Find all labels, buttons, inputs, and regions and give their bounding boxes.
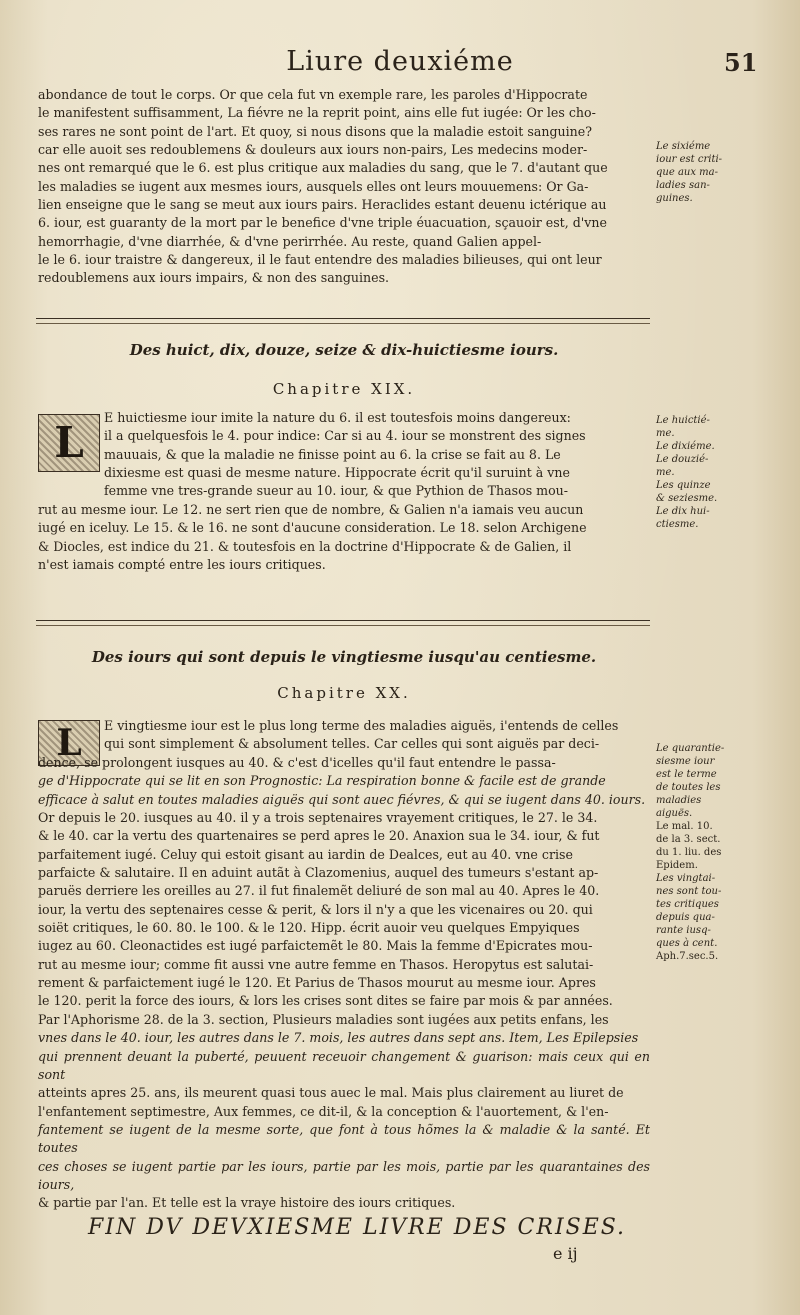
text-line: rut au mesme iour. Le 12. ne sert rien que de nombre, & Galien n'a iamais veu aucun	[38, 502, 584, 517]
text-line: ses rares ne sont point de l'art. Et quoy, si nous disons que la maladie estoit sanguine?	[38, 123, 592, 139]
margin-line: que aux ma-	[656, 167, 718, 178]
chapter19-indented-text	[104, 409, 650, 501]
margin-line: Le huictié-	[656, 415, 710, 426]
margin-line: iour est criti-	[656, 154, 723, 165]
margin-line: Le mal. 10.	[656, 821, 713, 832]
margin-line: tes critiques	[656, 899, 719, 910]
text-line: & partie par l'an. Et telle est la vraye histoire des iours critiques.	[38, 1195, 456, 1211]
margin-line: nes sont tou-	[656, 886, 722, 897]
margin-line: me.	[656, 467, 675, 478]
text-line: le le 6. iour traistre & dangereux, il le faut entendre des maladies bilieuses, qui ont leur	[38, 252, 602, 268]
signature-mark: e ij	[553, 1244, 578, 1263]
text-line: Or depuis le 20. iusques au 40. il y a trois septenaires vrayement critiques, le 27. le 34.	[38, 810, 598, 826]
margin-line: rante iusq-	[656, 925, 711, 936]
text-line: rut au mesme iour; comme fit aussi vne autre femme en Thasos. Heropytus est salutai-	[38, 956, 594, 972]
running-title: Liure deuxiéme	[286, 46, 514, 77]
text-line: iugé en iceluy. Le 15. & le 16. ne sont d'aucune consideration. Le 18. selon Archigene	[38, 520, 587, 536]
chapter19-drop-cap	[38, 414, 100, 472]
text-line: parfaitement iugé. Celuy qui estoit gisant au iardin de Dealces, eut au 40. vne crise	[38, 846, 573, 862]
text-line: rement & parfaictement iugé le 120. Et Parius de Thasos mourut au mesme iour. Apres	[38, 975, 596, 991]
chapter19-text	[38, 501, 650, 574]
margin-line: Les quinze	[656, 480, 711, 491]
margin-line: Le sixiéme	[656, 141, 711, 152]
chapter19-margin-notes	[656, 414, 764, 531]
margin-line: ladies san-	[656, 180, 710, 191]
text-line: le 120. perit la force des iours, & lors les crises sont dites se faire par mois & par années.	[38, 993, 613, 1009]
chapter19-section-title: Des huict, dix, douze, seize & dix-huictiesme iours.	[129, 341, 559, 359]
text-line: dixiesme est quasi de mesme nature. Hippocrate écrit qu'il suruint à vne	[104, 465, 570, 481]
section-divider	[36, 323, 650, 324]
section1-text	[38, 86, 650, 288]
chapter19-label: Chapitre XIX.	[272, 380, 416, 398]
chapter20-indented-text	[104, 717, 650, 754]
text-line: & Diocles, est indice du 21. & toutesfois en la doctrine d'Hippocrate & de Galien, il	[38, 538, 572, 554]
section-divider	[36, 620, 650, 621]
text-line: car elle auoit ses redoublemens & douleurs aux iours non-pairs, Les medecins moder-	[38, 142, 588, 158]
text-line: E huictiesme iour imite la nature du 6. il est toutesfois moins dangereux:	[104, 410, 571, 425]
text-line: l'enfantement septimestre, Aux femmes, ce dit-il, & la conception & l'auortement, & l'en-	[38, 1103, 609, 1119]
text-line: E vingtiesme iour est le plus long terme des maladies aiguës, i'entends de celles	[104, 718, 619, 733]
folio-number: 51	[724, 48, 758, 77]
text-line: atteints apres 25. ans, ils meurent quasi tous auec le mal. Mais plus clairement au liuret de	[38, 1085, 624, 1101]
text-line: lien enseigne que le sang se meut aux iours pairs. Heraclides estant deuenu ictérique au	[38, 197, 607, 213]
margin-line: est le terme	[656, 769, 717, 780]
text-line: redoublemens aux iours impairs, & non des sanguines.	[38, 270, 390, 286]
margin-line: de toutes les	[656, 782, 721, 793]
text-line: les maladies se iugent aux mesmes iours, ausquels elles ont leurs mouuemens: Or Ga-	[38, 178, 589, 194]
text-line: & le 40. car la vertu des quartenaires se perd apres le 20. Anaxion sua le 34. iour, & fut	[38, 828, 600, 844]
margin-line: depuis qua-	[656, 912, 715, 923]
text-line: parfaicte & salutaire. Il en aduint autãt à Clazomenius, auquel des tumeurs s'estant ap-	[38, 865, 599, 881]
text-line: paruës derriere les oreilles au 27. il fut finalemẽt deliuré de son mal au 40. Apres le 40.	[38, 883, 600, 899]
text-line: iugez au 60. Cleonactides est iugé parfaictemẽt le 80. Mais la femme d'Epicrates mou-	[38, 938, 593, 954]
margin-line: ques à cent.	[656, 938, 718, 949]
drop-cap-letter: L	[54, 418, 84, 467]
text-line: n'est iamais compté entre les iours critiques.	[38, 557, 326, 573]
chapter20-margin-notes	[656, 742, 764, 963]
section-divider	[36, 318, 650, 319]
text-line: mauuais, & que la maladie ne finisse point au 6. la crise se fait au 8. Le	[104, 446, 561, 462]
text-line: hemorrhagie, d'vne diarrhée, & d'vne perirrhée. Au reste, quand Galien appel-	[38, 233, 542, 249]
text-line: ge d'Hippocrate qui se lit en son Prognostic: La respiration bonne & facile est de grande	[38, 773, 606, 789]
text-line: qui prennent deuant la puberté, peuuent receuoir changement & guarison: mais ceux qui en sont	[38, 1048, 650, 1082]
margin-line: Les vingtai-	[656, 873, 716, 884]
section-divider	[36, 625, 650, 626]
margin-line: siesme iour	[656, 756, 715, 767]
text-line: abondance de tout le corps. Or que cela fut vn exemple rare, les paroles d'Hippocrate	[38, 87, 588, 102]
text-line: femme vne tres-grande sueur au 10. iour, & que Pythion de Thasos mou-	[104, 483, 569, 499]
margin-line: aiguës.	[656, 808, 693, 819]
margin-line: du 1. liu. des	[656, 847, 722, 858]
text-line: qui sont simplement & absolument telles. Car celles qui sont aiguës par deci-	[104, 736, 600, 752]
chapter20-label: Chapitre XX.	[277, 684, 411, 702]
text-line: soiët critiques, le 60. 80. le 100. & le 120. Hipp. écrit auoir veu quelques Empyiques	[38, 920, 580, 936]
margin-line: Le douzié-	[656, 454, 709, 465]
text-line: efficace à salut en toutes maladies aiguës qui sont auec fiévres, & qui se iugent dans 40. iours.	[38, 791, 646, 807]
margin-line: Aph.7.sec.5.	[656, 951, 719, 962]
text-line: vnes dans le 40. iour, les autres dans le 7. mois, les autres dans sept ans. Item, Les Epilepsies	[38, 1030, 639, 1046]
margin-line: me.	[656, 428, 675, 439]
text-line: Par l'Aphorisme 28. de la 3. section, Plusieurs maladies sont iugées aux petits enfans, les	[38, 1011, 609, 1027]
margin-line: Le quarantie-	[656, 743, 725, 754]
text-line: ces choses se iugent partie par les iours, partie par les mois, partie par les quarantaines des iours,	[38, 1158, 650, 1192]
chapter20-text	[38, 754, 650, 1213]
margin-line: guines.	[656, 193, 693, 204]
text-line: il a quelquesfois le 4. pour indice: Car si au 4. iour se monstrent des signes	[104, 428, 586, 444]
text-line: le manifestent suffisamment, La fiévre ne la reprit point, ains elle fut iugée: Or les cho-	[38, 105, 596, 121]
margin-line: Epidem.	[656, 860, 698, 871]
margin-line: de la 3. sect.	[656, 834, 721, 845]
text-line: iour, la vertu des septenaires cesse & perit, & lors il n'y a que les vicenaires ou 20. qui	[38, 901, 593, 917]
text-line: 6. iour, est guaranty de la mort par le benefice d'vne triple éuacuation, sçauoir est, d'vne	[38, 215, 607, 231]
margin-line: ctiesme.	[656, 519, 699, 530]
text-line: fantement se iugent de la mesme sorte, que font à tous hõmes la & maladie & la santé. Et toutes	[38, 1121, 650, 1156]
drop-cap-letter: L	[56, 722, 82, 764]
book-end-title: FIN DV DEVXIESME LIVRE DES CRISES.	[88, 1215, 627, 1240]
margin-line: Le dixiéme.	[656, 441, 715, 452]
margin-line: Le dix hui-	[656, 506, 710, 517]
text-line: nes ont remarqué que le 6. est plus critique aux maladies du sang, que le 7. d'autant que	[38, 160, 608, 176]
section1-margin-note	[656, 140, 764, 205]
text-line: dence, se prolongent iusques au 40. & c'est d'icelles qu'il faut entendre le passa-	[38, 755, 556, 770]
chapter20-section-title: Des iours qui sont depuis le vingtiesme iusqu'au centiesme.	[91, 648, 597, 666]
margin-line: maladies	[656, 795, 702, 806]
margin-line: & seziesme.	[656, 493, 718, 504]
